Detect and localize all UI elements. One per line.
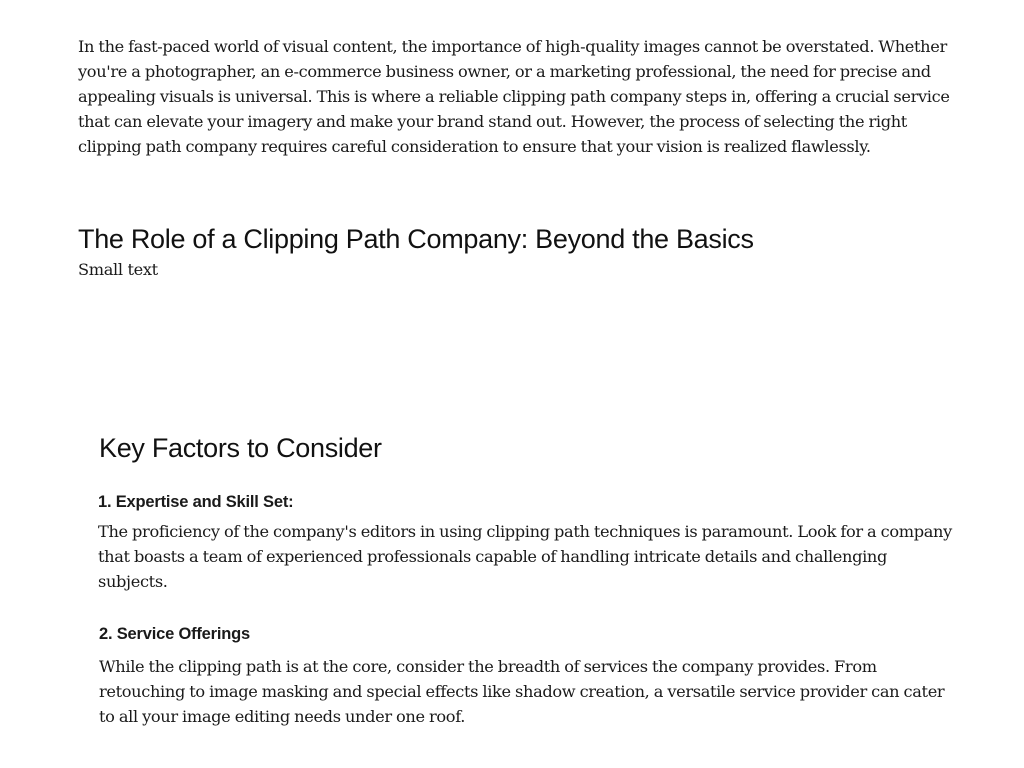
small-text: Small text: [78, 260, 158, 279]
intro-paragraph: In the fast-paced world of visual content, the importance of high-quality images cannot be overstated. Whether you're a photographer, an e-commerce business owner, or a marketing professional, the need for precise and appealing visuals is universal. This is where a reliable clipping path company steps in, offering a crucial service that can elevate your imagery and make your brand stand out. However, the process of selecting the right clipping path company requires careful consideration to ensure that your vision is realized flawlessly.: [78, 37, 950, 156]
factor-title: 2. Service Offerings: [99, 625, 250, 643]
factor-body: The proficiency of the company's editors in using clipping path techniques is paramount. Look for a company that boasts a team of experienced professionals capable of handling intricate details and challenging subjects.: [98, 522, 952, 591]
role-heading: The Role of a Clipping Path Company: Beyond the Basics: [78, 224, 754, 254]
factor-title: 1. Expertise and Skill Set:: [98, 493, 294, 511]
key-factors-heading: Key Factors to Consider: [99, 433, 382, 463]
factor-body: While the clipping path is at the core, consider the breadth of services the company provides. From retouching to image masking and special effects like shadow creation, a versatile service provider can cater to all your image editing needs under one roof.: [99, 657, 945, 726]
